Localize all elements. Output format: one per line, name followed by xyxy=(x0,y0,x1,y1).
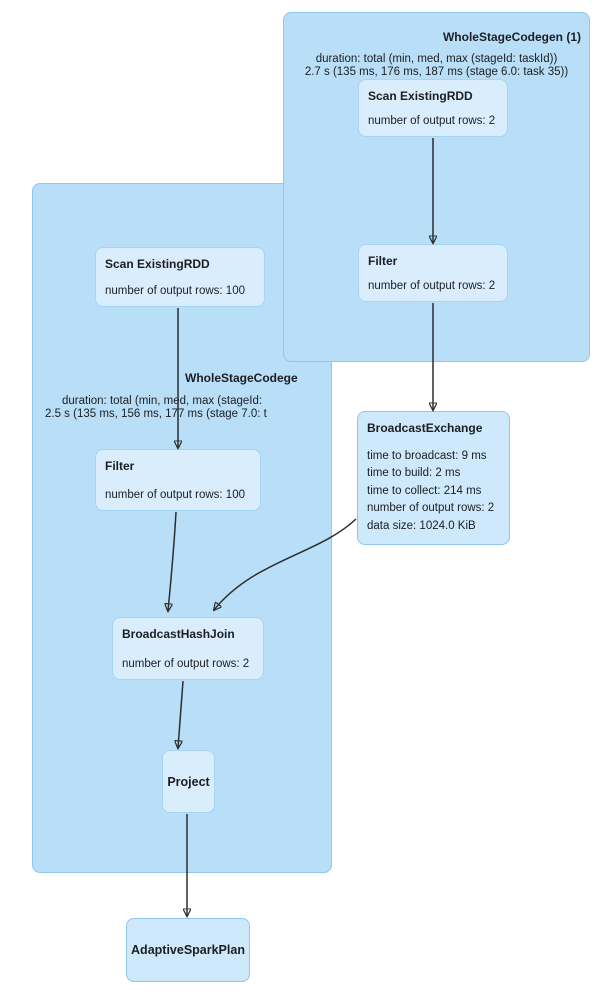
node-filter-2[interactable] xyxy=(95,449,261,511)
node-title: Filter xyxy=(368,254,398,268)
node-scan-existingrdd-1[interactable] xyxy=(358,79,508,137)
cluster-duration-line2: 2.7 s (135 ms, 176 ms, 187 ms (stage 6.0: task 35)) xyxy=(304,66,569,78)
node-scan-existingrdd-2[interactable] xyxy=(95,247,265,307)
node-metric: number of output rows: 2 xyxy=(367,502,495,514)
node-title: AdaptiveSparkPlan xyxy=(131,943,245,957)
node-title: Scan ExistingRDD xyxy=(105,257,210,271)
cluster-title: WholeStageCodegen (1) xyxy=(442,30,581,44)
node-metric: number of output rows: 2 xyxy=(368,115,496,127)
node-broadcast-exchange[interactable] xyxy=(357,411,510,545)
node-metric: number of output rows: 100 xyxy=(105,489,245,501)
node-title: BroadcastHashJoin xyxy=(122,627,235,641)
node-metric: time to build: 2 ms xyxy=(367,467,461,479)
node-title: Project xyxy=(167,774,210,789)
cluster-duration-line1: duration: total (min, med, max (stageId: xyxy=(62,395,263,407)
node-metric: time to collect: 214 ms xyxy=(367,484,482,497)
node-filter-1[interactable] xyxy=(358,244,508,302)
cluster-wholestagecodegen-1 xyxy=(283,12,590,362)
cluster-duration-line1: duration: total (min, med, max (stageId: taskId)) xyxy=(315,53,558,65)
node-broadcast-hash-join[interactable] xyxy=(112,617,264,680)
cluster-duration-line2: 2.5 s (135 ms, 156 ms, 177 ms (stage 7.0: t xyxy=(45,408,267,420)
node-adaptive-spark-plan[interactable] xyxy=(126,918,250,982)
node-project[interactable] xyxy=(162,750,215,813)
node-title: Filter xyxy=(105,459,135,473)
node-metric: number of output rows: 2 xyxy=(122,658,250,670)
node-metric: number of output rows: 100 xyxy=(105,285,245,297)
node-metric: data size: 1024.0 KiB xyxy=(367,519,476,532)
node-metric: number of output rows: 2 xyxy=(368,280,496,292)
cluster-title: WholeStageCodege xyxy=(185,371,298,385)
node-metric: time to broadcast: 9 ms xyxy=(367,449,487,462)
node-title: Scan ExistingRDD xyxy=(368,89,473,103)
node-metrics xyxy=(367,448,500,536)
node-title: BroadcastExchange xyxy=(367,421,483,435)
